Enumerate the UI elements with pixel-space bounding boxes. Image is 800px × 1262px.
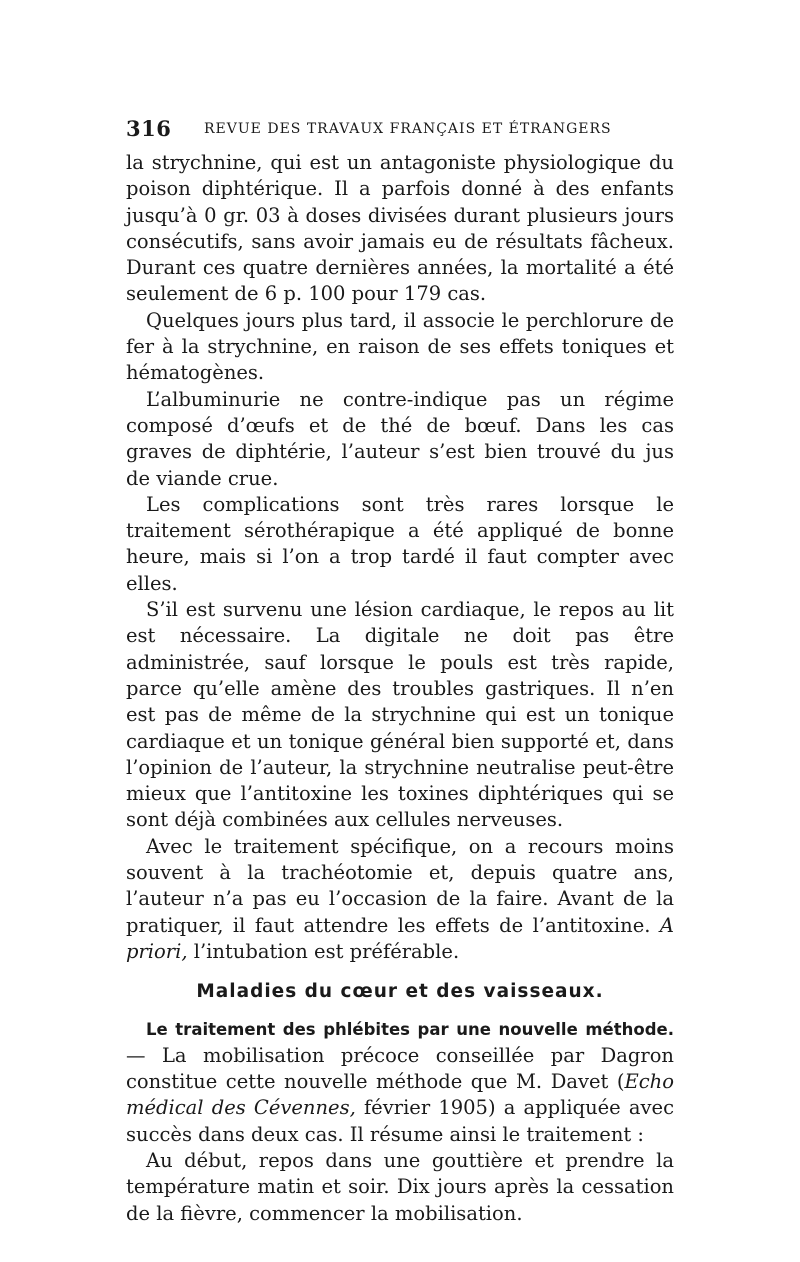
section-title: Maladies du cœur et des vaisseaux.: [196, 981, 604, 1003]
running-head: REVUE DES TRAVAUX FRANÇAIS ET ÉTRANGERS: [204, 121, 612, 137]
text-run: — La mobilisation précoce conseillée par Dagron constitue cette nouvelle méthode que M. Davet (: [126, 1043, 674, 1094]
paragraph: S’il est survenu une lésion cardiaque, le repos au lit est nécessaire. La digitale ne doit pas être administrée, sauf lorsque le pouls est très rapide, parce qu’elle amène des troubles gastriques. Il n’en est pas de même de la strychnine qui est un tonique cardiaque et un tonique général bien supporté et, dans l’opinion de l’auteur, la strychnine neutralise peut-être mieux que l’antitoxine les toxines diphtériques qui se sont déjà combinées aux cellules nerveuses.: [126, 598, 674, 832]
paragraph: Quelques jours plus tard, il associe le perchlorure de fer à la strychnine, en raison de ses effets toniques et hématogènes.: [126, 308, 674, 385]
article-title: Le traitement des phlébites par une nouvelle méthode.: [146, 1019, 674, 1039]
text-run: l’intubation est préférable.: [187, 939, 460, 963]
paragraph: la strychnine, qui est un antagoniste physiologique du poison diphtérique. Il a parfois donné à des enfants jusqu’à 0 gr. 03 à doses divisées durant plusieurs jours consécutifs, sans avoir jamais eu de résultats fâcheux. Durant ces quatre dernières années, la mortalité a été seulement de 6 p. 100 pour 179 cas.: [126, 151, 674, 306]
page-number: 316: [126, 116, 172, 141]
paragraph: Au début, repos dans une gouttière et prendre la température matin et soir. Dix jours après la cessation de la fièvre, commencer la mobilisation.: [126, 1148, 674, 1225]
text-run: Avec le traitement spécifique, on a recours moins souvent à la trachéotomie et, depuis quatre ans, l’auteur n’a pas eu l’occasion de la faire. Avant de la pratiquer, il faut attendre les effets de l’antitoxine.: [126, 834, 674, 937]
paragraph: L’albuminurie ne contre-indique pas un régime composé d’œufs et de thé de bœuf. Dans les cas graves de diphtérie, l’auteur s’est bien trouvé du jus de viande crue.: [126, 387, 674, 490]
body-text: [126, 150, 674, 1227]
paragraph: [126, 1016, 674, 1148]
journal-title: Echo médical des Cévennes,: [126, 1070, 674, 1120]
paragraph: Les complications sont très rares lorsque le traitement sérothérapique a été appliqué de bonne heure, mais si l’on a trop tardé il faut compter avec elles.: [126, 492, 674, 595]
italic-phrase: A priori,: [126, 913, 674, 963]
text-run: février 1905) a appliquée avec succès dans deux cas. Il résume ainsi le traitement :: [126, 1096, 674, 1146]
page-header: [126, 116, 674, 140]
paragraph: [126, 834, 674, 965]
